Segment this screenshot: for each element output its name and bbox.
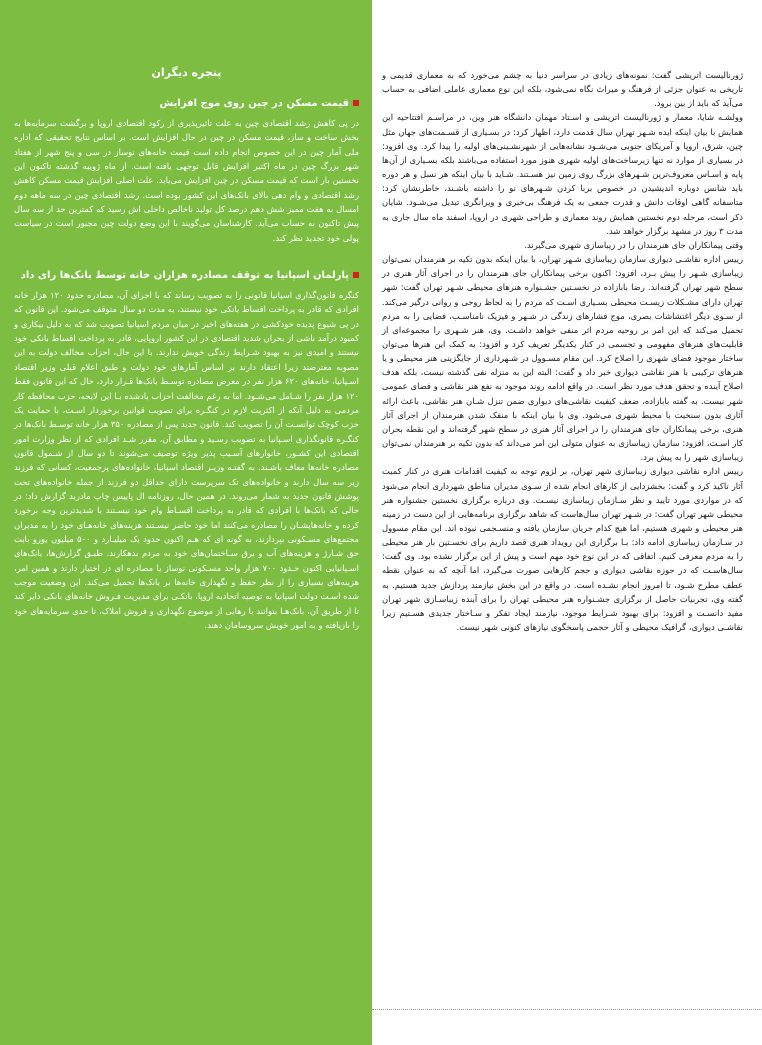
paragraph: وقتی پیمانکاران جای هنرمندان را در زیباسازی شهری می‌گیرند. [524, 239, 743, 250]
sidebar-title: پنجره دیگران [151, 66, 222, 79]
footer-divider [372, 1009, 762, 1010]
paragraph: ژورنالیست اتریشی گفت: نمونه‌های زیادی در سراسر دنیا به چشم می‌خورد که به معماری قدیمی و تاریخی به عنوان جزئی از فرهنگ و میراث نگاه نمی‌شود، بلکه این نوع معماری عاملی اضافی به حساب می‌آید که باید از بین برود. [382, 70, 743, 109]
article-title: پارلمان اسپانیا به توقف مصادره هزاران خانه توسط بانک‌ها رای داد [14, 269, 359, 282]
article-body: کنگره قانون‌گذاری اسپانیا قانونی را به تصویب رساند که با اجرای آن، مصادره حدود ۱۲۰ هزار خانه افرادی که قادر به پرداخت اقساط بانکی خود نیستند، به مدت دو سال متوقف می‌شود. این قانون که در پی شیوع پدیده خودکشی در هفته‌های اخیر در میان مردم اسپانیا تصویب شد که به دلیل بیکاری و کمبود درآمد ناشی از بحران شدید اقتصادی در این کشور اروپایی، قادر به پرداخت اقساط بانکی خود نیستند و امیدی نیز به بهبود شـرایط زندگی خویش ندارند. با این حال، احزاب مخالف دولت به این مصوبه معترضند زیرا اعتقاد دارند بر اساس آمارهای خود دولت و طبق اعلام قبلی وزیر اقتصاد اسـپانیا، خانه‌های ۶۲۰ هزار نفر در معرض مصادره توسـط بانک‌ها قـرار دارد، حال که این قانون فقط ۱۲۰ هزار نفر را شـامل می‌شـود. اما به رغم مخالفت احزاب یادشده بـا این لایحه، حزب محافظه کار مردمی به دلیل آنکه از اکثریت لازم در کنگـره برای تصویب قوانین برخوردار اسـت، با حمایت یک حزب کوچک توانسـت آن را تصویب کند. قانون جدید پس از مصادره ۳۵۰ هزار خانه توسـط بانک‌ها در کنگـره قانونگذاری اسـپانیا به تصویب رسـید و مطابق آن، مقرر شـد افرادی که از نظر وزارت امور اقتصادی این کشـور، خانوارهای آسـیب پذیر ویژه توصیف می‌شوند تا دو سال از شـمول قانون مصادره خانه‌ها معاف باشـند. به گفتـه وزیـر اقتصاد اسپانیا، خانواده‌های پرجمعیت، کسانی که فرزند زیر سه سال دارند و خانواده‌های تک سرپرست دارای حداقل دو فرزند از جمله خانواده‌های تحت پوشش قانون جدید به شمار می‌روند. در همین حال، روزنامه ال پاییس چاپ مادرید گزارش داد: در حالی که بانک‌ها با افرادی که قادر به پرداخت اقسـاط وام خود نیسـتند با شدیدترین وجه برخورد کرده و خانه‌هایشـان را مصادره می‌کنند اما خود حاضر نیسـتند هزینه‌های خانه‌هـای خود را به مدیران مجتمع‌های مسـکونی بپردازند، به گونه ای که هـم اکنون حدود یک میلیـارد و ۵۰۰ میلیون یورو بابت حق شـارژ و هزینه‌های آب و برق سـاختمان‌های خود به مردم بدهکارند. طبـق گزارش‌ها، بانک‌های اسـپانیایی اکنون حـدود ۷۰۰ هزار واحد مسـکونی نوساز یا مصادره ای در اختیار دارند و همین امر، هزینه‌های بسیاری را از نظر حفظ و نگهداری خانه‌ها بر بانک‌ها تحمیل می‌کند. این وضعیت موجب شده اسـت دولت اسپانیا به توصیه اتحادیه اروپا، بانکـی برای مدیریت فـروش خانه‌های بانکی دایر کند تا از طریق آن، بانک‌هـا بتوانند با رهایی از موضوع نگهداری و فروش املاک، تا حدی سرمایه‌های خود را بازیافته و به امور خویش سروسامان دهند. [14, 290, 359, 630]
square-bullet-icon [353, 100, 359, 106]
main-text-column [382, 68, 743, 968]
paragraph: وولشـه شایا، معمار و ژورنالیست اتریشی و اسـتاد مهمان دانشگاه هنر وین، در مراسـم افتتاحیه این همایش با بیان اینکه ایده شـهر تهران سال قدمت دارد، اظهار کرد: در بسـیاری از قسـمت‌های جهان مثل چین، شرق، اروپا و آمریکای جنوبی می‌شـود نشانه‌هایی از شهرنشـینی‌های اولیه را پیدا کرد. وی افزود: در بسیاری از موارد نه تنها زیرساخت‌های اولیه شهری هنوز مورد استفاده می‌باشند بلکه بسـیاری از آن‌ها پایه و اسـاس معروف‌ترین شـهرهای بزرگ روی زمین نیز هسـتند. شـاید با بیان اینکه هر نسل و هر دوره باید شانس دوباره اندیشیدن در خصوص بربا کردن شـهرهای نو را داشته باشـند، خاطرنشان کرد: متاسفانه گاهی اوقات دانش و قدرت جمعی به یک فرهنگ بی‌خبری و ویرانگری تبدیل می‌شـود. شایان ذکر است، مرحله دوم نخستین همایش روند معماری و طراحی شهری در اروپا، اسفند ماه سال جاری به مدت ۳ روز در مشهد برگزار خواهد شد. [382, 112, 743, 236]
article-title: قیمت مسکن در چین روی موج افزایش [14, 97, 359, 110]
article-spain-parliament [14, 269, 359, 632]
square-bullet-icon [353, 272, 359, 278]
article-body: در پی کاهش رشد اقتصادی چین به علت تاثیرپذیری از رکود اقتصادی اروپا و برگشت سرمایه‌ها به بخش ساخت و ساز، قیمت مسکن در چین در حال افزایش است. بر اساس نتایج تحقیقی که اداره ملی آمار چین در این خصوص انجام داده است قیمت خانه‌های نوساز در سی و پنج شهر از هفتاد شهر بزرگ چین در ماه اکتبر افزایش قابل توجهی یافته است. از ماه ژوییه گذشته تاکنون این نخستین بار است که قیمت مسکن در چین افزایش می‌یابد. علت اصلی افزایش قیمت مسکن کاهش رشد اقتصادی و وام دهی بالای بانک‌های این کشور بوده است. رشد اقتصادی چین در سه ماهه دوم امسال به هفت ممیز شش دهم درصد کل تولید ناخالص داخلی اش رسید که کمترین حد از سه سال پیش تاکنون به حساب می‌آید. کارشناسان می‌گویند با این وضع دولت چین مجبور است در سیاست پولی خود تجدید نظر کند. [14, 118, 359, 243]
article-china-housing [14, 97, 359, 245]
sidebar-panel [0, 0, 372, 1045]
paragraph: رییس اداره نقاشـی دیواری سازمان زیباسازی شـهر تهران، با بیان اینکه بدون تکیه بر هنرمندان نمی‌توان زیباسازی شـهر را پیش بـرد، افزود: اکنون برخی پیمانکاران جای هنرمندان را در اجرای آثار هنری در سطح شهر تهران گرفته‌اند. رضا بابازاده در نخسـتین جشـنواره هنرهای محیطی شـهر تهران گفت: شهر تهران دارای مشـکلات زیسـت محیطی بسـیاری اسـت که مردم را به لحاظ روحی و روانی درگیر می‌کند. از سـوی دیگر اغتشاشات بصری، موج فشارهای زندگی در شـهر و فیزیک نامناسـب، فضایی را به مردم تحمیل می‌کند که این امر بر روحیه مردم اثر منفی خواهد داشـت. وی، هنر شـهری را مجموعه‌ای از قابلیت‌های هنرهای مفهومی و تجسمی در کنار یکدیگر تعریف کرد و افزود: به کمک این هنرها می‌توان ساختار موجود فضای شهری را اصلاح کرد. این مقام مسـوول در شـهرداری از جایگزینی هنر محیطی و یا هنرهای ترکیبی با هنر نقاشی دیواری خبر داد و گفت: البته این به منزله نفی گذشته نیست، بلکه هدف اصلاح آینده و تحقق هدف مورد نظر است. در واقع ادامه روند موجود به نفع هنر نقاشی و فضای عمومی شهر نیست. به گفته بابازاده، ضعف کیفیت نقاشی‌های دیواری ضمن تنزل شـان هنر نقاشی، باعث ارائه آثاری بدون سنخیت با محیط شهری می‌شود. وی با بیان اینکه با منفک شدن هنرمندان از اجرای آثار هنری، برخی پیمانکاران جای هنرمندان را در اجرای آثار هنری در سطح شهر گرفته‌اند و این نقطه بحران کار اسـت، افزود: سازمان زیباسازی به عنوان متولی این امر می‌داند که بدون تکیه بر هنرمندان نمی‌توان زیباسازی شهر را به پیش برد. [382, 254, 743, 463]
paragraph: رییس اداره نقاشی دیواری زیباسازی شهر تهران، بر لزوم توجه به کیفیت اقدامات هنری در کنار کمیت آثار تاکید کرد و گفت: بخشزدایی از کارهای انجام شده از سـوی مدیران مناطق شهرداری انجام می‌شود که در مواردی مورد تایید و نظر سـازمان زیباسازی نیسـت. وی درباره برگزاری نخستین جشنواره هنر محیطی شهر تهران گفت: در شـهر تهران سال‌هاست که شاهد برگزاری برنامه‌هایی از این دست در زمینه هنر محیطی و شهری هستیم، اما هیچ کدام جریان سازمان یافته و منسـجمی نبوده اند. این مقام مسوول در سـازمان زیباسازی ادامه داد: بـا برگزاری این رویداد هنری قصد داریم برای نخسـتین بار هنر محیطی را به مردم معرفی کنیم. اتفاقی که در این نوع خود مهم است و پیش از این برگزار نشده بود. وی گفت: سال‌هاسـت که در حوزه نقاشی دیواری و حجم کارهایی صورت می‌گیرد، اما آنچه که به عنوان نقطه عطف مطرح شـود، تا امروز انجام نشـده است. در واقع در این بخش نیازمند پردازش جدید هستیم. به گفته وی، تجربیات حاصل از برگزاری جشـنواره هنر محیطی تهران را برای آینده زیباسـازی شهر تهران مفید دانسـت و افزود: برای بهبود شـرایط موجود، نیازمند ایجاد تفکر و سـاختار جدیدی هسـتیم زیرا نقاشـی دیواری، گرافیک محیطی و آثار حجمی پاسخگوی نیازهای کنونی شهر نیست. [382, 466, 743, 633]
sidebar-content [14, 66, 359, 632]
